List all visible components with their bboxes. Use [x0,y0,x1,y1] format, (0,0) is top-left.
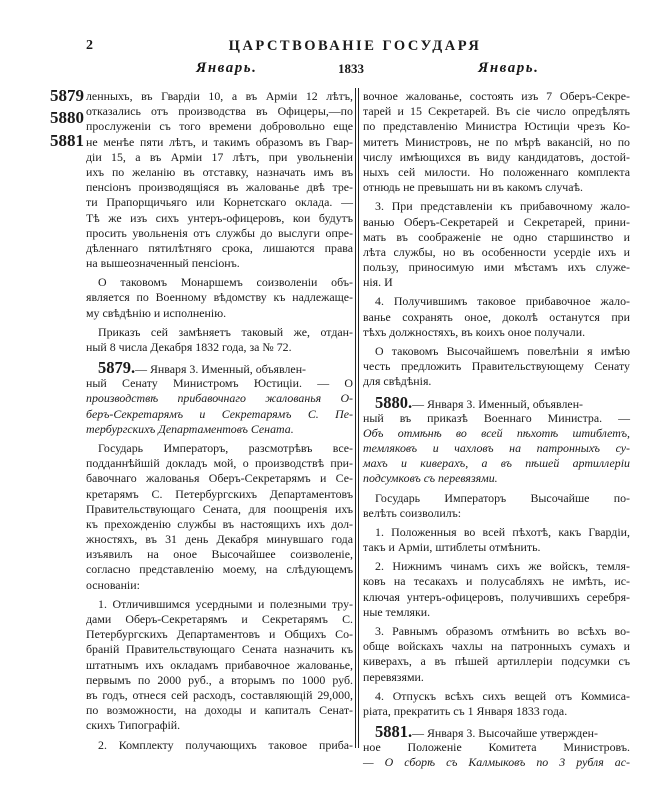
text-line: — О сборѣ съ Калмыковъ по 3 рубля ас- [363,755,630,770]
text-line: дами Оберъ-Секретарямъ и Секретарямъ С. [86,612,353,626]
text-line: темляковъ и чахловъ на патронныхъ су- [363,440,630,455]
text-line: 1. Положенныя во всей пѣхотѣ, какъ Гвардіи, [375,524,630,539]
paragraph [363,624,630,685]
text-line: не менѣе пяти лѣтъ, и такимъ образомъ въ Гвар- [86,134,353,149]
text-line: для свѣдѣнія. [363,374,432,389]
text-line: Приказъ сей замѣняетъ таковый же, отдан- [98,324,353,339]
paragraph [86,275,353,321]
text-line: велѣть соизволилъ: [363,505,462,520]
text-line: махъ и киверахъ, а въ пѣшей артиллеріи [363,456,630,471]
text-line: му свѣдѣнію и исполненію. [86,305,227,320]
text-line: діи 15, а въ Арміи 17 лѣтъ, при увольненіи [86,149,353,164]
text-line: ковъ на тесакахъ и полусабляхъ не имѣть, ис- [363,574,630,589]
month-right: Январь. [478,60,540,76]
text-line: беръ-Секретарямъ и Секретарямъ С. Пе- [86,406,353,421]
margin-number: 5881 [50,131,84,150]
text-line: тарей и 15 Секретарей. Въ сіе число опредѣлять [363,104,630,119]
text-line: является по Военному вѣдомству къ надлежаще- [86,290,353,305]
text-line [86,359,353,376]
text-line [363,394,630,411]
text-line: просить увольненія отъ службы до выслуги опре- [86,225,353,240]
text-line: отнюдь не превышать ни въ какомъ случаѣ. [363,180,583,195]
paragraph [86,441,353,593]
decree-heading [363,394,630,487]
decree-heading-text: — Января 3. Именный, объявлен- [412,396,584,411]
text-line: браній Правительствующаго Сената назначить къ [86,642,353,657]
decree-heading-text: — Января 3. Именный, объявлен- [135,362,307,377]
text-line: лѣта службы, но въ особенности усердіе ихъ и [363,244,630,259]
text-line: пенсіонъ производящіяся въ жалованье двѣ тре- [86,180,353,195]
left-column [86,89,353,757]
text-line: ныхъ сей милости. Но положеннаго комплекта [363,164,630,179]
text-line: О таковомъ Высочайшемъ повелѣніи я имѣю [375,344,630,358]
decree-number: 5881. [375,722,413,742]
text-line: ленныхъ, въ Гвардіи 10, а въ Арміи 12 лѣтъ, [86,89,353,103]
text-line: 4. Получившимъ таковое прибавочное жало- [375,294,630,309]
paragraph [363,294,630,340]
text-line: Государь Императоръ, разсмотрѣвъ все- [98,440,353,455]
text-line: дѣленнаго пятилѣтняго срока, лишаются права [86,240,353,255]
decree-heading [86,359,353,437]
margin-number: 5880 [50,108,84,127]
paragraph [86,89,353,271]
text-line: къ прехожденію службы въ настоящихъ ихъ дол- [86,516,353,531]
text-line: пользу, приносимую ими мѣстамъ ихъ служе- [363,260,630,275]
paragraph [86,325,353,355]
text-line: числу имѣющихся въ виду кандидатовъ, достой- [363,149,630,164]
text-line: 2. Комплекту получающихъ таковое приба- [98,737,353,752]
text-line: честь предложить Правительствующему Сенату [363,359,630,374]
text-line: кретарямъ С. Петербургскихъ Департаментовъ [86,486,353,501]
text-line: ный въ приказѣ Военнаго Министра. — [363,410,630,425]
paragraph [363,199,630,290]
text-line: перевязями. [363,669,424,684]
text-line: ные темляки. [363,604,431,619]
paragraph [363,89,630,195]
paragraph [86,597,353,734]
text-line: Государь Императоръ Высочайше по- [375,490,630,505]
text-line: тербургскихъ Департаментовъ Сената. [86,421,294,436]
text-line: тѣхъ должностяхъ, въ коихъ оное получали. [363,324,586,339]
text-line: вочное жалованье, состоять изъ 7 Оберъ-Секре- [363,89,630,103]
decree-number: 5880. [375,392,413,412]
text-line: 4. Отпускъ всѣхъ сихъ вещей отъ Коммиса- [375,688,630,703]
text-line: Тѣ же изъ сихъ унтеръ-офицеровъ, кои будутъ [86,210,353,225]
decree-heading-text: — Января 3. Высочайше утвержден- [412,726,598,741]
text-line: основаніи: [86,577,140,592]
page-number: 2 [86,38,93,53]
text-line: киверахъ, а въ пѣшей артиллеріи подсумки съ [363,654,630,669]
year: 1833 [338,61,364,76]
text-line: ключая унтеръ-офицеровъ, получившихъ серебря- [363,589,630,604]
text-line: подсумковъ съ перевязями. [363,471,498,486]
text-line: въ годъ, отнеся сей расходъ, составляющій 29,000, [86,687,353,702]
running-title: ЦАРСТВОВАНІЕ ГОСУДАРЯ [228,38,482,54]
margin-number: 5879 [50,86,84,105]
text-line: О таковомъ Монаршемъ соизволеніи объ- [98,275,353,290]
text-line: первымъ по 2000 руб., а вторымъ по 1000 руб. [86,672,353,687]
paragraph [363,491,630,521]
text-line [363,723,630,740]
text-line: штатнымъ ихъ окладамъ прибавочное жалованье, [86,657,353,672]
text-line: согласно представленію моему, на слѣдующемъ [86,562,353,577]
text-line: отказались отъ производства въ Офицеры,—по [86,104,353,119]
text-line: по представленію Министра Юстиціи чрезъ Ко- [363,119,630,134]
text-line: подданнѣйшій докладъ мой, о производствѣ при- [86,456,353,471]
text-line: ихъ по желанію въ отставку, назначать имъ въ [86,164,353,179]
text-line: ти Прапорщичьяго или Корнетскаго оклада. — [86,195,353,210]
text-line: Петербургскихъ Департаментовъ и Общихъ Со- [86,627,353,642]
text-line: на вышеозначенный пенсіонъ. [86,256,240,271]
decree-heading [363,723,630,770]
text-line: жностяхъ, въ 31 день Декабря минувшаго года [86,532,353,547]
text-line: нія. И [363,275,393,290]
month-left: Январь. [196,60,258,76]
text-line: 1. Отличившимся усердными и полезными тру- [98,596,353,611]
paragraph [363,525,630,555]
text-line: митетъ Министровъ, не по мѣрѣ вакансій, но по [363,134,630,149]
text-line: скихъ Типографій. [86,718,181,733]
text-line: Правительствующаго Сената, для поощренія ихъ [86,501,353,516]
text-line: ный 8 числа Декабря 1832 года, за № 72. [86,340,292,354]
paragraph [363,689,630,719]
text-line: такъ и Арміи, штиблеты отмѣнить. [363,540,541,555]
text-line: 2. Нижнимъ чинамъ сихъ же войскъ, темля- [375,559,630,574]
decree-number: 5879. [98,358,136,378]
text-line: бавочнаго жалованья Оберъ-Секретарямъ и Се- [86,471,353,486]
text-line: мать въ соображеніе не одно старшинство и [363,229,630,244]
text-line: 3. При представленіи къ прибавочному жало- [375,199,630,214]
text-line: ванье сохранять оное, доколѣ останутся при [363,309,630,324]
paragraph [86,738,353,753]
right-column [363,89,630,775]
text-line: ванью Оберъ-Секретарей и Секретарей, прини- [363,214,630,229]
text-line: производствѣ прибавочнаго жалованья О- [86,391,353,406]
text-line: прослуженіи съ того времени добровольно еще [86,119,353,134]
text-line: ный Сенату Министромъ Юстиціи. — О [86,376,353,391]
text-line: обще войскахъ чахлы на патронныхъ сумахъ и [363,639,630,654]
text-line: по возможности, на доходы и капиталъ Сенат- [86,703,353,718]
text-line: Объ отмѣнѣ во всей пѣхотѣ штиблетъ, [363,425,630,440]
text-line: изъявилъ на оное Высочайшее соизволеніе, [86,547,353,562]
paragraph [363,344,630,390]
text-line: ное Положеніе Комитета Министровъ. [363,740,630,755]
paragraph [363,559,630,620]
text-line: ріата, прекратить съ 1 Января 1833 года. [363,703,568,718]
text-line: 3. Равнымъ образомъ отмѣнить во всѣхъ во- [375,624,630,638]
column-divider [355,88,359,748]
